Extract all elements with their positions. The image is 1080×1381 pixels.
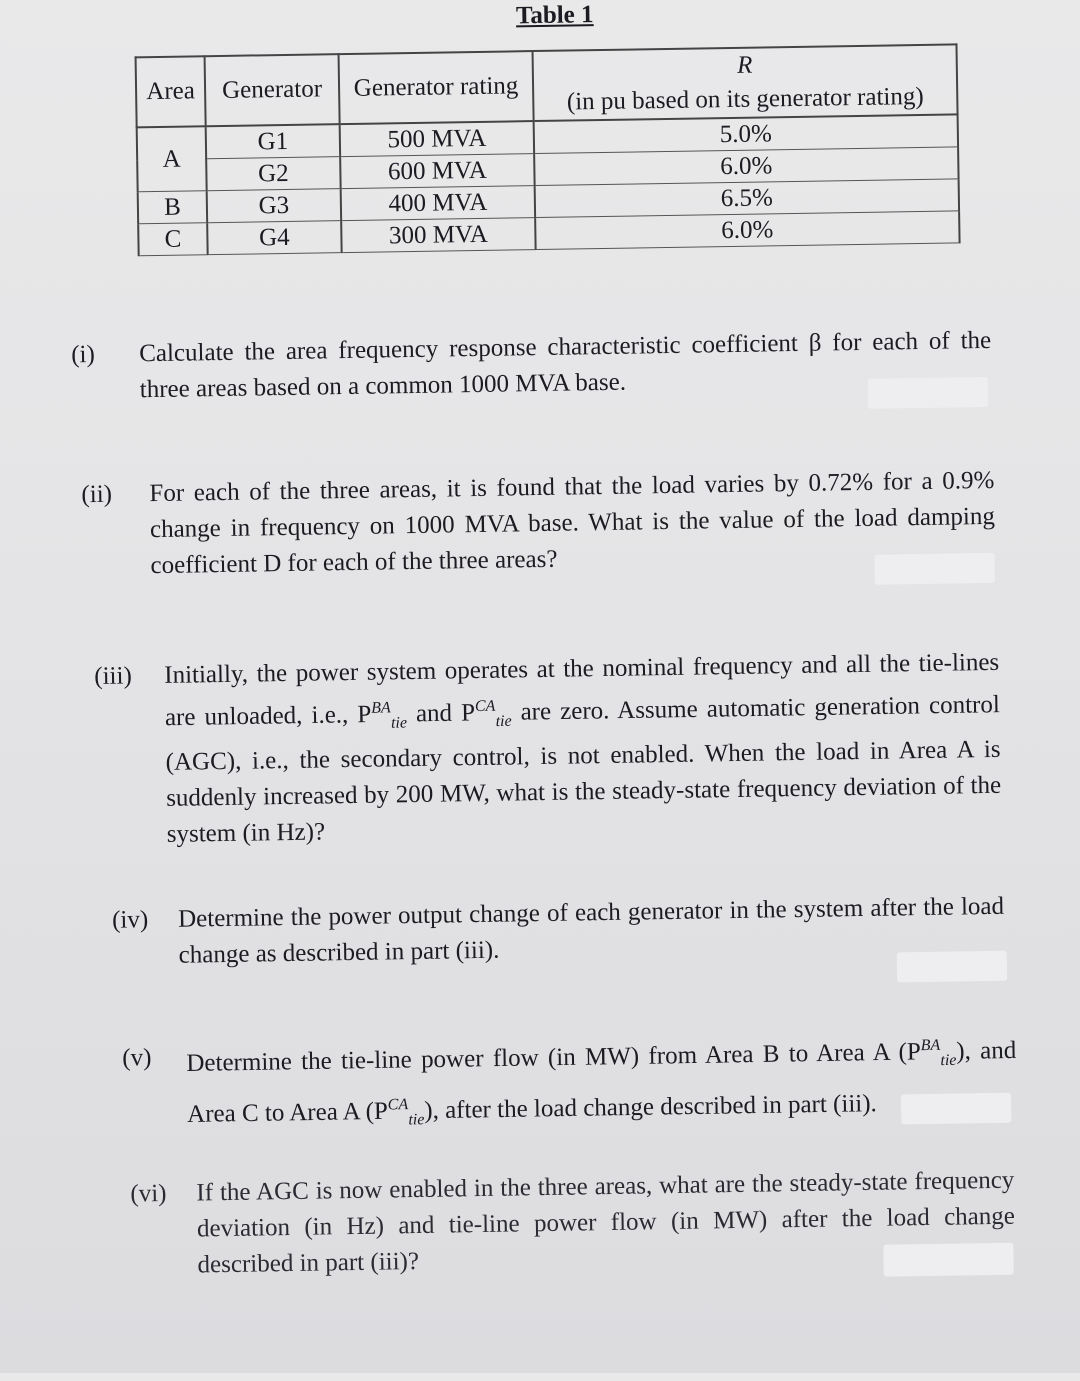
correction-patch xyxy=(868,377,988,409)
cell-generator: G3 xyxy=(207,189,341,223)
question-ii xyxy=(81,463,1011,580)
text-part: Determine the tie-line power flow (in MW) from Area B to Area A (P xyxy=(186,1038,921,1077)
header-r-symbol: R xyxy=(736,51,753,79)
question-vi xyxy=(130,1162,1030,1279)
correction-patch xyxy=(897,951,1007,983)
question-text: Determine the power output change of each generator in the system after the load change as described in part (iii). xyxy=(177,892,1005,969)
text-part: and P xyxy=(406,699,476,728)
cell-area: C xyxy=(138,223,207,256)
correction-patch xyxy=(901,1093,1011,1125)
cell-rating: 400 MVA xyxy=(341,186,535,221)
question-number: (v) xyxy=(122,1044,152,1072)
question-iv xyxy=(111,888,1022,969)
subscript: tie xyxy=(495,712,512,731)
question-number: (iii) xyxy=(94,662,132,691)
text-part: ), and Area C to Area A (P xyxy=(186,1036,1017,1129)
subscript: tie xyxy=(940,1051,957,1070)
superscript: CA xyxy=(387,1096,409,1114)
generator-table xyxy=(135,43,961,256)
header-r-desc: (in pu based on its generator rating) xyxy=(566,82,924,116)
question-text: Calculate the area frequency response characteristic coefficient β for each of the three areas based on a common 1000 MVA base. xyxy=(139,326,992,404)
question-number: (ii) xyxy=(81,480,113,509)
cell-rating: 600 MVA xyxy=(340,154,534,189)
superscript: CA xyxy=(474,697,496,716)
superscript: BA xyxy=(371,699,391,717)
cell-area: A xyxy=(137,126,207,192)
cell-generator: G1 xyxy=(206,124,340,159)
cell-r: 6.0% xyxy=(535,211,959,250)
question-number: (vi) xyxy=(130,1179,167,1208)
cell-rating: 300 MVA xyxy=(341,218,535,253)
question-text: If the AGC is now enabled in the three areas, what are the steady-state frequency deviation (in Hz) and tie-line power flow (in MW) after the load change described in part (iii)? xyxy=(196,1166,1016,1279)
cell-r: 6.5% xyxy=(535,179,959,218)
header-r xyxy=(533,44,958,121)
cell-generator: G4 xyxy=(207,221,341,255)
cell-generator: G2 xyxy=(206,157,340,191)
table-header-row xyxy=(136,44,958,127)
header-area: Area xyxy=(136,56,206,127)
table-caption: Table 1 xyxy=(515,1,594,30)
text-part: Initially, the power system operates at the nominal frequency and all the tie-lines are unloaded, i.e., P xyxy=(164,648,1000,732)
question-number: (iv) xyxy=(111,906,149,934)
cell-area: B xyxy=(138,191,207,224)
correction-patch xyxy=(883,1243,1013,1277)
subscript: tie xyxy=(408,1111,425,1129)
header-rating: Generator rating xyxy=(339,51,534,124)
text-part: are zero. Assume automatic generation control (AGC), i.e., the secondary control, is not enabled. When the load in Area A is suddenly increased by 200 MW, what is the steady-state frequency deviation of the system (in Hz)? xyxy=(165,691,1002,849)
question-v xyxy=(122,1026,1032,1129)
header-generator: Generator xyxy=(205,54,340,126)
cell-r: 5.0% xyxy=(534,114,958,153)
question-iii xyxy=(94,645,1014,849)
question-number: (i) xyxy=(71,340,96,369)
superscript: BA xyxy=(920,1036,941,1055)
subscript: tie xyxy=(390,714,408,732)
cell-rating: 500 MVA xyxy=(340,121,534,157)
question-text xyxy=(164,645,1002,853)
text-part: ), after the load change described in part (iii). xyxy=(424,1090,878,1125)
question-text: For each of the three areas, it is found that the load varies by 0.72% for a 0.9% change in frequency on 1000 MVA base. What is the value of the load damping coefficient D for each of the three areas? xyxy=(149,466,996,580)
question-i xyxy=(71,323,1001,404)
question-text xyxy=(186,1027,1018,1143)
cell-r: 6.0% xyxy=(534,147,958,186)
correction-patch xyxy=(874,553,994,585)
